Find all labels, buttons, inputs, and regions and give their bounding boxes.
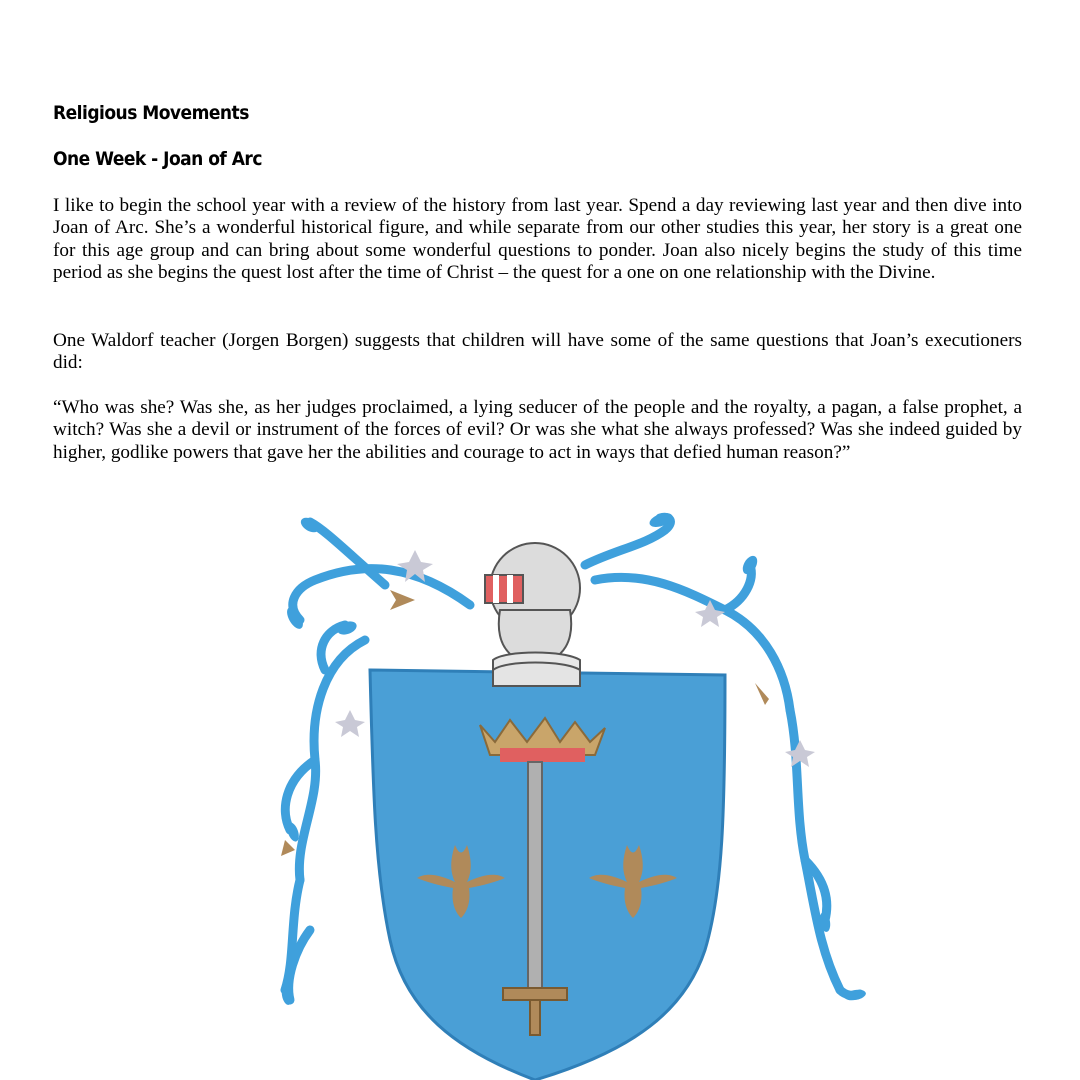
quote-paragraph: “Who was she? Was she, as her judges proclaimed, a lying seducer of the people and the royalty, a pagan, a false prophet, a witch? Was she a devil or instrument of the forces of evil? Or was she what she always professed? Was she indeed guided by higher, godlike powers that gave her the abilities and courage to act in ways that defied human reason?” [53,397,1022,463]
joan-coat-of-arms-illustration [255,510,875,1080]
helmet-icon [485,543,580,675]
intro-paragraph: I like to begin the school year with a review of the history from last year. Spend a day reviewing last year and then dive into Joan of Arc. She’s a wonderful historical figure, and while separate from our other studies this year, her story is a great one for this age group and can bring about some wonderful questions to ponder. Joan also nicely begins the study of this time period as she begins the quest lost after the time of Christ – the quest for a one on one relationship with the Divine. [53,195,1022,284]
teacher-paragraph: One Waldorf teacher (Jorgen Borgen) suggests that children will have some of the same questions that Joan’s executioners did: [53,330,1022,374]
section-heading: Religious Movements [53,102,249,124]
week-heading: One Week - Joan of Arc [53,148,262,170]
